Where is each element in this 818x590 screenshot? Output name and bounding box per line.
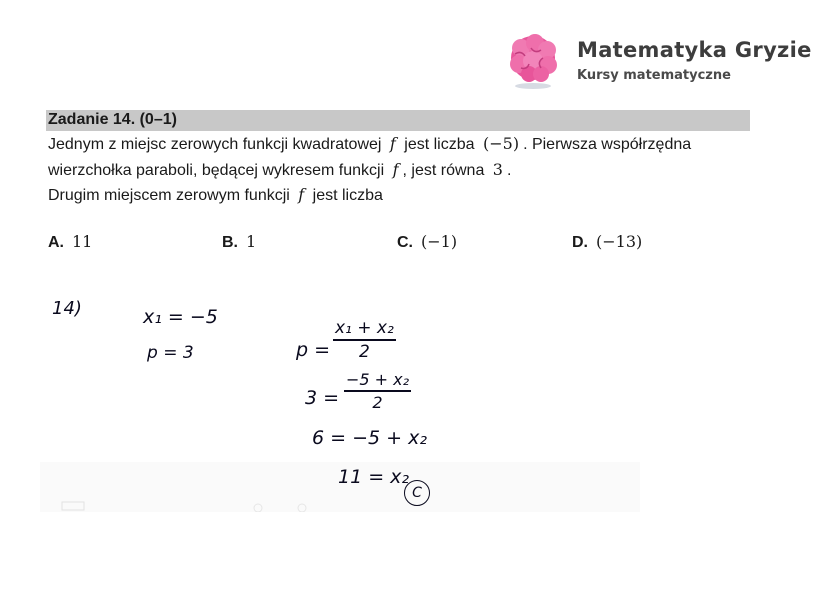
answer-value: (−13) xyxy=(596,232,643,251)
answer-option-a xyxy=(48,232,92,252)
handwritten-task-number: 14) xyxy=(52,298,82,319)
text-fragment: Drugim miejscem zerowym funkcji xyxy=(48,187,290,204)
handwritten-x1: x₁ = −5 xyxy=(143,306,218,328)
task-line-2 xyxy=(48,160,511,180)
function-symbol: f xyxy=(389,134,396,153)
circled-answer: C xyxy=(404,480,430,506)
fraction-numerator: −5 + x₂ xyxy=(346,370,410,389)
handwritten-subst-lhs: 3 = xyxy=(305,387,340,409)
brand-tagline: Kursy matematyczne xyxy=(577,68,731,83)
handwritten-p: p = 3 xyxy=(147,343,194,363)
handwritten-formula-lhs: p = xyxy=(296,339,331,361)
answer-option-c xyxy=(397,232,457,252)
fraction-denominator: 2 xyxy=(372,392,383,412)
answer-value: 1 xyxy=(246,232,257,251)
handwritten-subst-fraction xyxy=(344,370,411,412)
text-fragment: . Pierwsza współrzędna xyxy=(523,136,692,153)
task-header-bar xyxy=(46,110,750,131)
brand-logo xyxy=(505,34,812,94)
text-fragment: wierzchołka paraboli, będącej wykresem funkcji xyxy=(48,162,385,179)
answer-value: 11 xyxy=(72,232,93,251)
math-value: 3 xyxy=(492,160,503,179)
fraction-bar xyxy=(333,339,396,341)
handwritten-step: 6 = −5 + x₂ xyxy=(312,427,427,449)
math-value: (−5) xyxy=(482,134,520,153)
function-symbol: f xyxy=(298,185,305,204)
answer-letter: C. xyxy=(397,234,413,251)
text-fragment: jest liczba xyxy=(404,136,475,153)
task-line-3 xyxy=(48,185,383,205)
brand-name: Matematyka Gryzie xyxy=(577,38,812,62)
function-symbol: f xyxy=(392,160,399,179)
text-fragment: , jest równa xyxy=(402,162,485,179)
fraction-numerator: x₁ + x₂ xyxy=(335,318,394,338)
fraction-denominator: 2 xyxy=(358,341,370,362)
answer-letter: A. xyxy=(48,234,64,251)
brain-icon xyxy=(505,34,565,94)
task-line-1 xyxy=(48,134,691,154)
answer-option-b xyxy=(222,232,256,252)
text-fragment: jest liczba xyxy=(312,187,383,204)
fraction-bar xyxy=(344,390,411,392)
answer-option-d xyxy=(572,232,642,252)
text-fragment: Jednym z miejsc zerowych funkcji kwadratowej xyxy=(48,136,382,153)
task-title: Zadanie 14. (0–1) xyxy=(48,111,177,128)
handwritten-result: 11 = x₂ xyxy=(338,466,410,488)
answer-letter: B. xyxy=(222,234,238,251)
handwritten-formula-fraction xyxy=(333,318,396,362)
text-fragment: . xyxy=(506,162,512,179)
answer-letter: D. xyxy=(572,234,588,251)
answer-value: (−1) xyxy=(421,232,458,251)
